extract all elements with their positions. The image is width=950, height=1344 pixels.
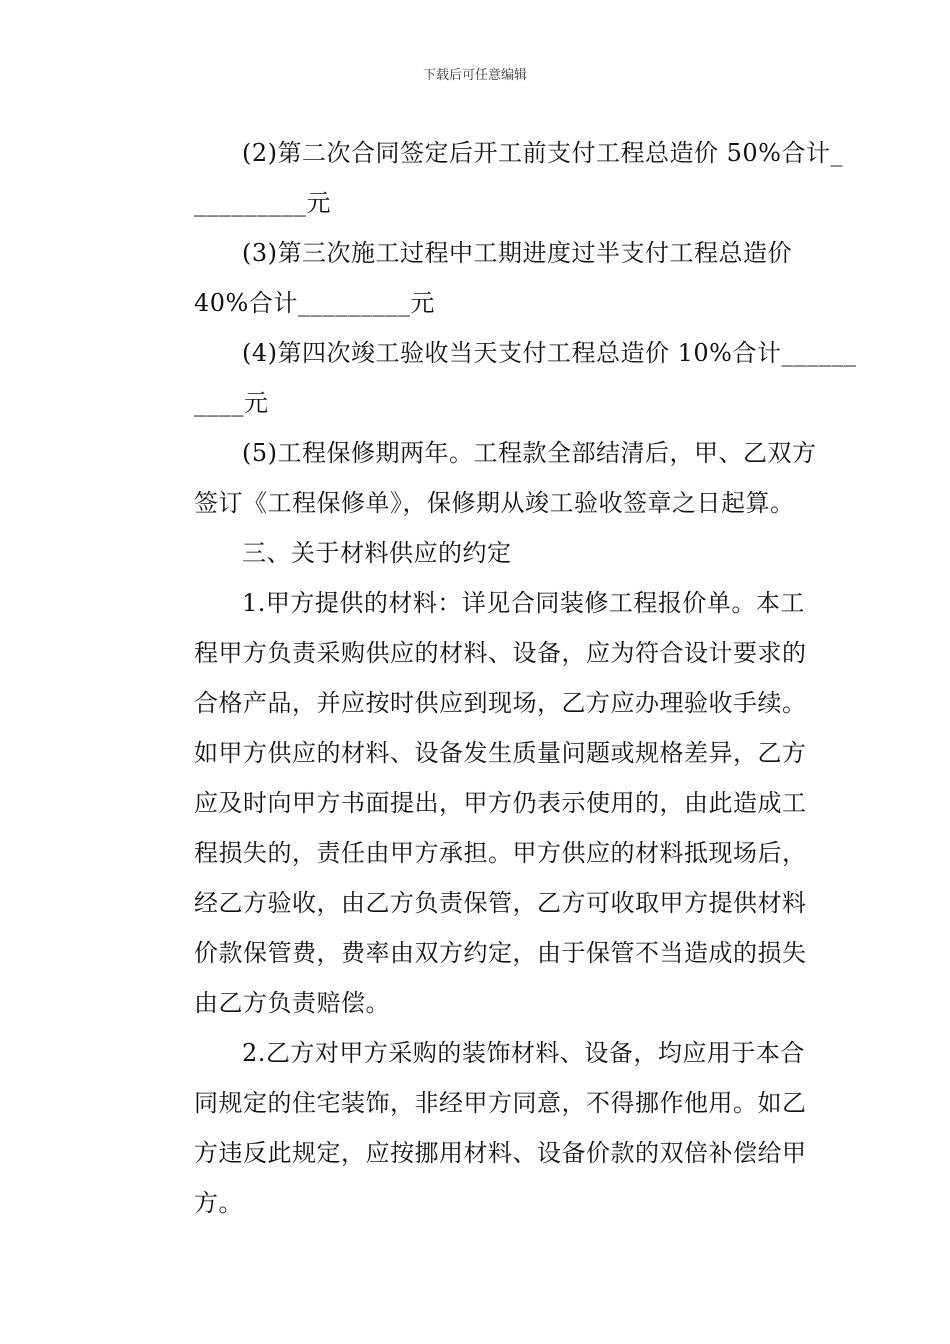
text-line: 方。	[194, 1189, 243, 1217]
paragraph-warranty	[146, 428, 817, 528]
text-line: (4)第四次竣工验收当天支付工程总造价 10%合计______	[242, 339, 857, 367]
text-line: 签订《工程保修单》，保修期从竣工验收签章之日起算。	[194, 489, 795, 517]
paragraph-clause-1	[146, 578, 806, 1028]
text-line: (5)工程保修期两年。工程款全部结清后，甲、乙双方	[242, 439, 817, 467]
text-line: 1.甲方提供的材料：详见合同装修工程报价单。本工	[242, 589, 805, 617]
text-line: 方违反此规定，应按挪用材料、设备价款的双倍补偿给甲	[194, 1139, 807, 1167]
text-line: 由乙方负责赔偿。	[194, 989, 390, 1017]
text-line: 程损失的，责任由甲方承担。甲方供应的材料抵现场后，	[194, 839, 807, 867]
text-line: (2)第二次合同签定后开工前支付工程总造价 50%合计_	[242, 139, 843, 167]
text-line: ____元	[194, 389, 269, 417]
paragraph-payment-2	[146, 128, 843, 228]
text-line: 40%合计_________元	[194, 289, 435, 317]
text-line: 价款保管费，费率由双方约定，由于保管不当造成的损失	[194, 939, 807, 967]
text-line: 程甲方负责采购供应的材料、设备，应为符合设计要求的	[194, 639, 807, 667]
document-body	[146, 128, 857, 1228]
paragraph-payment-4	[146, 328, 857, 428]
paragraph-clause-2	[146, 1028, 806, 1228]
section-heading-materials	[146, 528, 806, 578]
text-line: 经乙方验收，由乙方负责保管，乙方可收取甲方提供材料	[194, 889, 807, 917]
text-line: (3)第三次施工过程中工期进度过半支付工程总造价	[242, 239, 792, 267]
text-line: 同规定的住宅装饰，非经甲方同意，不得挪作他用。如乙	[194, 1089, 807, 1117]
text-line: 三、关于材料供应的约定	[242, 539, 512, 567]
text-line: _________元	[194, 189, 331, 217]
page-header: 下载后可任意编辑	[422, 68, 527, 83]
text-line: 应及时向甲方书面提出，甲方仍表示使用的，由此造成工	[194, 789, 807, 817]
text-line: 合格产品，并应按时供应到现场，乙方应办理验收手续。	[194, 689, 807, 717]
text-line: 2.乙方对甲方采购的装饰材料、设备，均应用于本合	[242, 1039, 805, 1067]
paragraph-payment-3	[146, 228, 806, 328]
text-line: 如甲方供应的材料、设备发生质量问题或规格差异，乙方	[194, 739, 807, 767]
